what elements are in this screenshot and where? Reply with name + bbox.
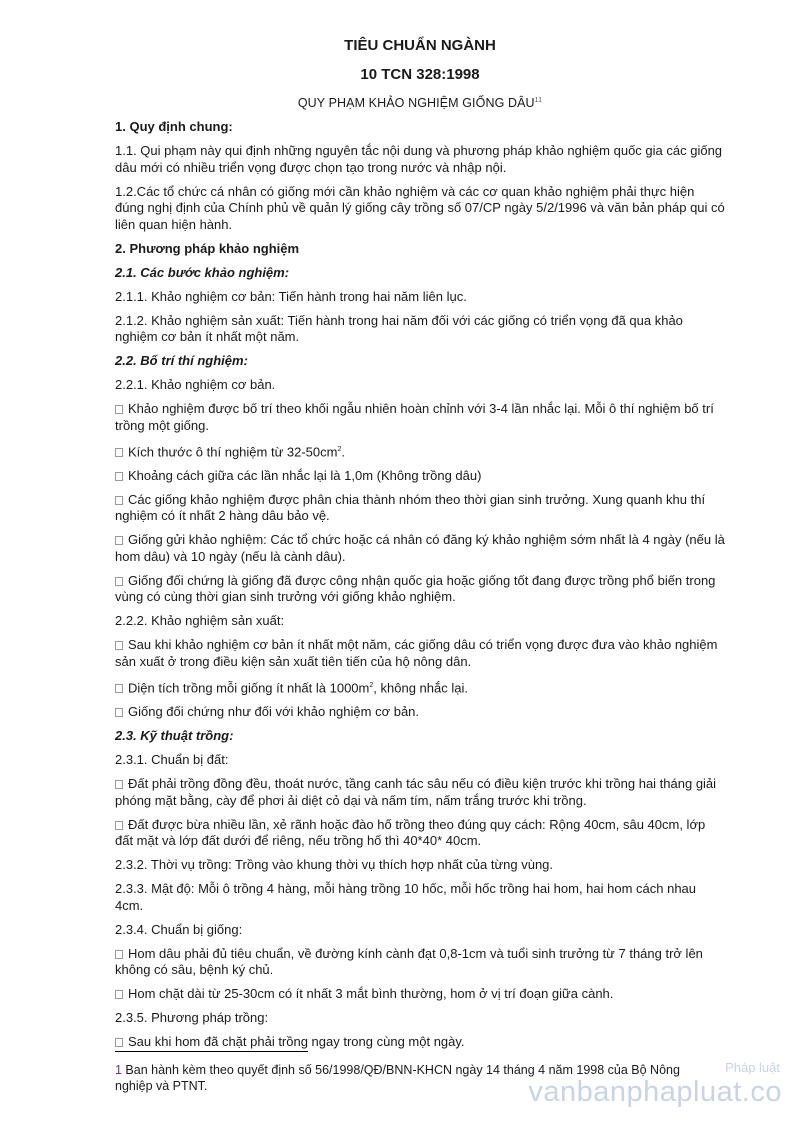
paragraph-1-1: 1.1. Qui phạm này qui định những nguyên tắc nội dung và phương pháp khảo nghiệm quốc gia các giống dâu mới có nhiều triển vọng được chọn tạo trong nước và nhập nội. xyxy=(115,143,723,175)
section-heading-2-3: 2.3. Kỹ thuật trồng: xyxy=(115,728,234,744)
bullet-item xyxy=(115,492,725,525)
paragraph-2-3-5: 2.3.5. Phương pháp trồng: xyxy=(115,1010,269,1026)
bullet-item xyxy=(115,776,725,809)
bullet-text: Hom chặt dài từ 25-30cm có ít nhất 3 mắt bình thường, hom ở vị trí đoạn giữa cành. xyxy=(128,986,614,1002)
paragraph-2-3-2: 2.3.2. Thời vụ trồng: Trồng vào khung thời vụ thích hợp nhất của từng vùng. xyxy=(115,857,554,873)
bullet-item xyxy=(115,704,725,721)
bullet-text: Kích thước ô thí nghiệm từ 32-50cm xyxy=(128,443,338,459)
document-page xyxy=(115,36,725,1058)
bullet-box-icon xyxy=(115,1038,123,1047)
bullet-text: Khảo nghiệm được bố trí theo khối ngẫu nhiên hoàn chỉnh với 3-4 lần nhắc lại. Mỗi ô thí nghiệm bố trí trồng một giống. xyxy=(115,401,714,433)
bullet-text: Đất được bừa nhiều lần, xẻ rãnh hoặc đào hố trồng theo đúng quy cách: Rộng 40cm, sâu 40cm, lớp đất mặt và lớp đất dưới để riêng, nếu trồng hố thì 40*40* 40cm. xyxy=(115,816,706,849)
bullet-text: Hom dâu phải đủ tiêu chuẩn, về đường kính cành đạt 0,8-1cm và tuổi sinh trưởng từ 7 tháng trở lên không có sâu, bệnh ký chủ. xyxy=(115,945,703,978)
bullet-box-icon xyxy=(115,496,123,505)
bullet-item xyxy=(115,468,725,485)
bullet-text: Giống gửi khảo nghiệm: Các tổ chức hoặc cá nhân có đăng ký khảo nghiệm sớm nhất là 4 ngày (nếu là hom dâu) và 10 ngày (nếu là cành dâu). xyxy=(115,532,725,564)
bullet-text: Diện tích trồng mỗi giống ít nhất là 1000m xyxy=(128,680,370,696)
bullet-box-icon xyxy=(115,536,123,545)
bullet-text: Khoảng cách giữa các lần nhắc lại là 1,0m (Không trồng dâu) xyxy=(128,467,482,483)
bullet-item xyxy=(115,1034,725,1051)
superscript: 2 xyxy=(337,445,342,453)
bullet-box-icon xyxy=(115,821,123,830)
bullet-box-icon xyxy=(115,708,123,717)
bullet-text: Giống đối chứng là giống đã được công nhận quốc gia hoặc giống tốt đang được trồng phổ biến trong vùng có cùng thời gian sinh trưởng với giống khảo nghiệm. xyxy=(115,572,716,605)
bullet-item xyxy=(115,442,725,461)
footnote-text: Ban hành kèm theo quyết định số 56/1998/QĐ/BNN-KHCN ngày 14 tháng 4 năm 1998 của Bộ Nông nghiệp và PTNT. xyxy=(115,1063,680,1093)
bullet-box-icon xyxy=(115,405,123,414)
bullet-item xyxy=(115,817,725,850)
paragraph-1-2: 1.2.Các tổ chức cá nhân có giống mới cần khảo nghiệm và các cơ quan khảo nghiệm phải thực hiện đúng nghị định của Chính phủ về quản lý giống cây trồng số 07/CP ngày 5/2/1996 và văn bản pháp qui có liên quan hiện hành. xyxy=(115,183,725,232)
bullet-text: Giống đối chứng như đối với khảo nghiệm cơ bản. xyxy=(128,704,420,720)
standard-code: 10 TCN 328:1998 xyxy=(360,66,480,83)
paragraph-2-1-1: 2.1.1. Khảo nghiệm cơ bản: Tiến hành trong hai năm liên lục. xyxy=(115,288,467,304)
bullet-text-end: , không nhắc lại. xyxy=(373,680,468,696)
bullet-item xyxy=(115,637,725,670)
section-heading-2: 2. Phương pháp khảo nghiệm xyxy=(115,240,300,256)
bullet-item xyxy=(115,401,725,434)
bullet-box-icon xyxy=(115,577,123,586)
document-subtitle xyxy=(115,93,725,111)
bullet-item xyxy=(115,678,725,697)
bullet-box-icon xyxy=(115,448,123,457)
bullet-item xyxy=(115,532,725,565)
superscript: 2 xyxy=(369,681,374,689)
bullet-text: Sau khi khảo nghiệm cơ bản ít nhất một năm, các giống dâu có triển vọng được đưa vào khảo nghiệm sản xuất ở trong điều kiện sản xuất tiên tiến của hộ nông dân. xyxy=(115,637,718,669)
bullet-text: Đất phải trồng đồng đều, thoát nước, tầng canh tác sâu nếu có điều kiện trước khi trồng hai tháng giải phóng mặt bằng, cày để phơi ải diệt cỏ dại và nấm tím, nấm trắng trước khi trồng. xyxy=(115,776,717,808)
paragraph-2-2-1: 2.2.1. Khảo nghiệm cơ bản. xyxy=(115,377,276,393)
subtitle-text: QUY PHẠM KHẢO NGHIỆM GIỐNG DÂU xyxy=(297,96,535,111)
watermark-small-text: Pháp luật xyxy=(725,1060,780,1075)
footnote-separator xyxy=(115,1051,308,1052)
bullet-box-icon xyxy=(115,780,123,789)
bullet-box-icon xyxy=(115,641,123,650)
paragraph-2-1-2: 2.1.2. Khảo nghiệm sản xuất: Tiến hành trong hai năm đối với các giống có triển vọng đã qua khảo nghiệm cơ bản ít nhất một năm. xyxy=(115,312,683,345)
document-body xyxy=(115,119,725,1051)
paragraph-2-3-3: 2.3.3. Mật độ: Mỗi ô trồng 4 hàng, mỗi hàng trồng 10 hốc, mỗi hốc trồng hai hom, hai hom cách nhau 4cm. xyxy=(115,881,697,913)
paragraph-2-3-1: 2.3.1. Chuẩn bị đất: xyxy=(115,752,229,768)
section-heading-2-2: 2.2. Bố trí thí nghiệm: xyxy=(115,353,248,369)
bullet-box-icon xyxy=(115,472,123,481)
bullet-item xyxy=(115,986,725,1003)
document-title: TIÊU CHUẨN NGÀNH xyxy=(344,37,496,54)
bullet-item xyxy=(115,573,725,606)
footnote-reference[interactable]: 11 xyxy=(534,97,543,104)
section-heading-1: 1. Quy định chung: xyxy=(115,119,233,135)
bullet-text-end: . xyxy=(341,443,345,459)
bullet-text: Sau khi hom đã chặt phải trồng ngay trong cùng một ngày. xyxy=(128,1034,465,1050)
bullet-box-icon xyxy=(115,684,123,693)
footnote-number[interactable]: 1 xyxy=(115,1063,122,1077)
paragraph-2-2-2: 2.2.2. Khảo nghiệm sản xuất: xyxy=(115,613,285,629)
bullet-text: Các giống khảo nghiệm được phân chia thành nhóm theo thời gian sinh trưởng. Xung quanh khu thí nghiệm có ít nhất 2 hàng dâu bảo vệ. xyxy=(115,491,706,524)
paragraph-2-3-4: 2.3.4. Chuẩn bị giống: xyxy=(115,921,243,937)
bullet-box-icon xyxy=(115,950,123,959)
watermark-site: vanbanphapluat.co xyxy=(528,1076,782,1108)
section-heading-2-1: 2.1. Các bước khảo nghiệm: xyxy=(115,264,290,280)
bullet-box-icon xyxy=(115,990,123,999)
bullet-item xyxy=(115,946,725,979)
